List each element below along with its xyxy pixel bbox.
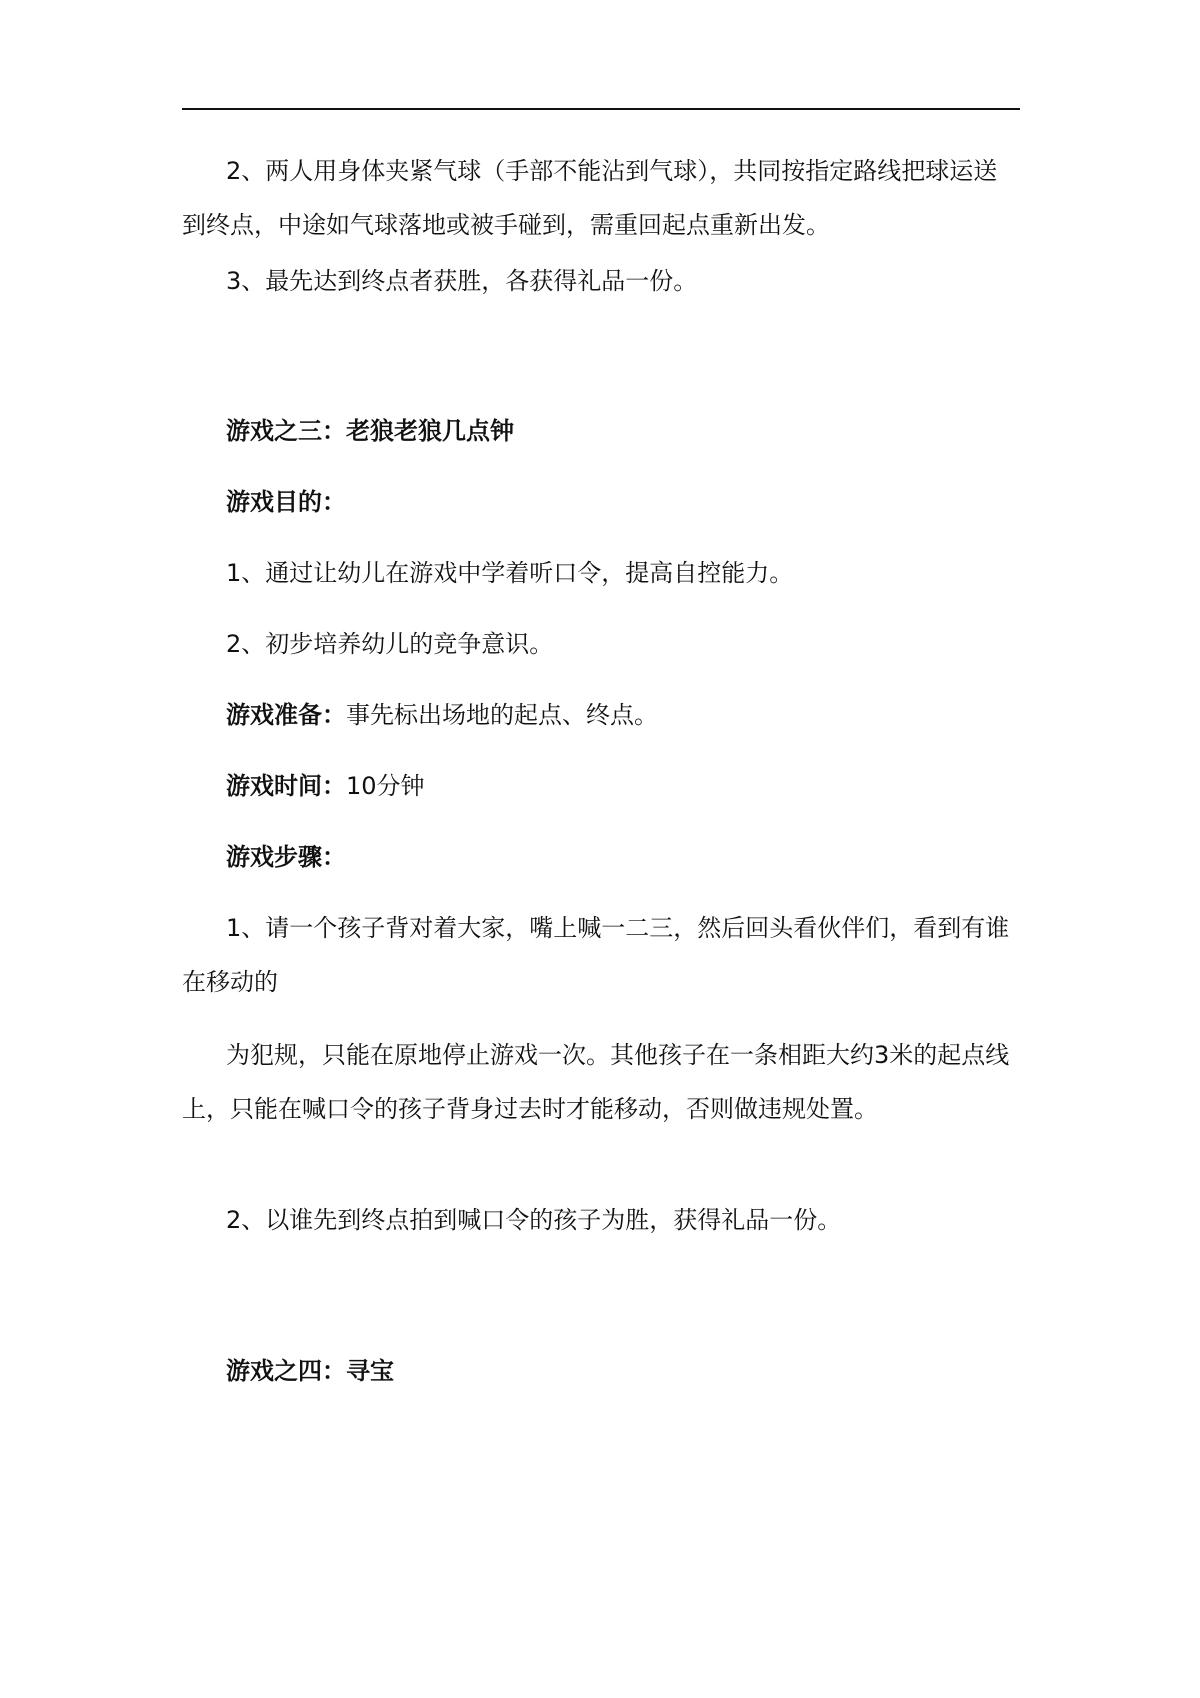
game4-title: 游戏之四：寻宝 — [226, 1357, 394, 1385]
header-rule — [182, 108, 1020, 110]
game3-step1: 1、请一个孩子背对着大家，嘴上喊一二三，然后回头看伙伴们，看到有谁在移动的 — [182, 914, 1010, 996]
game3-time-text: 10分钟 — [346, 772, 425, 800]
game3-time — [182, 759, 1020, 813]
game3-purpose-label: 游戏目的： — [226, 488, 346, 516]
game3-prep — [182, 688, 1020, 742]
game3-purpose-item-2: 2、初步培养幼儿的竞争意识。 — [226, 630, 554, 658]
game3-prep-label: 游戏准备： — [226, 701, 346, 729]
game3-title: 游戏之三：老狼老狼几点钟 — [226, 417, 514, 445]
game3-prep-text: 事先标出场地的起点、终点。 — [346, 701, 658, 729]
game3-steps-label: 游戏步骤： — [226, 843, 346, 871]
game3-step2: 2、以谁先到终点拍到喊口令的孩子为胜，获得礼品一份。 — [226, 1206, 842, 1234]
game3-purpose-item-1: 1、通过让幼儿在游戏中学着听口令，提高自控能力。 — [226, 559, 794, 587]
game2-step3: 3、最先达到终点者获胜，各获得礼品一份。 — [226, 267, 698, 295]
game2-step2: 2、两人用身体夹紧气球（手部不能沾到气球），共同按指定路线把球运送到终点，中途如气球落地或被手碰到，需重回起点重新出发。 — [182, 157, 998, 239]
game3-time-label: 游戏时间： — [226, 772, 346, 800]
game3-step1-continued: 为犯规，只能在原地停止游戏一次。其他孩子在一条相距大约3米的起点线上，只能在喊口令的孩子背身过去时才能移动，否则做违规处置。 — [182, 1041, 1010, 1123]
